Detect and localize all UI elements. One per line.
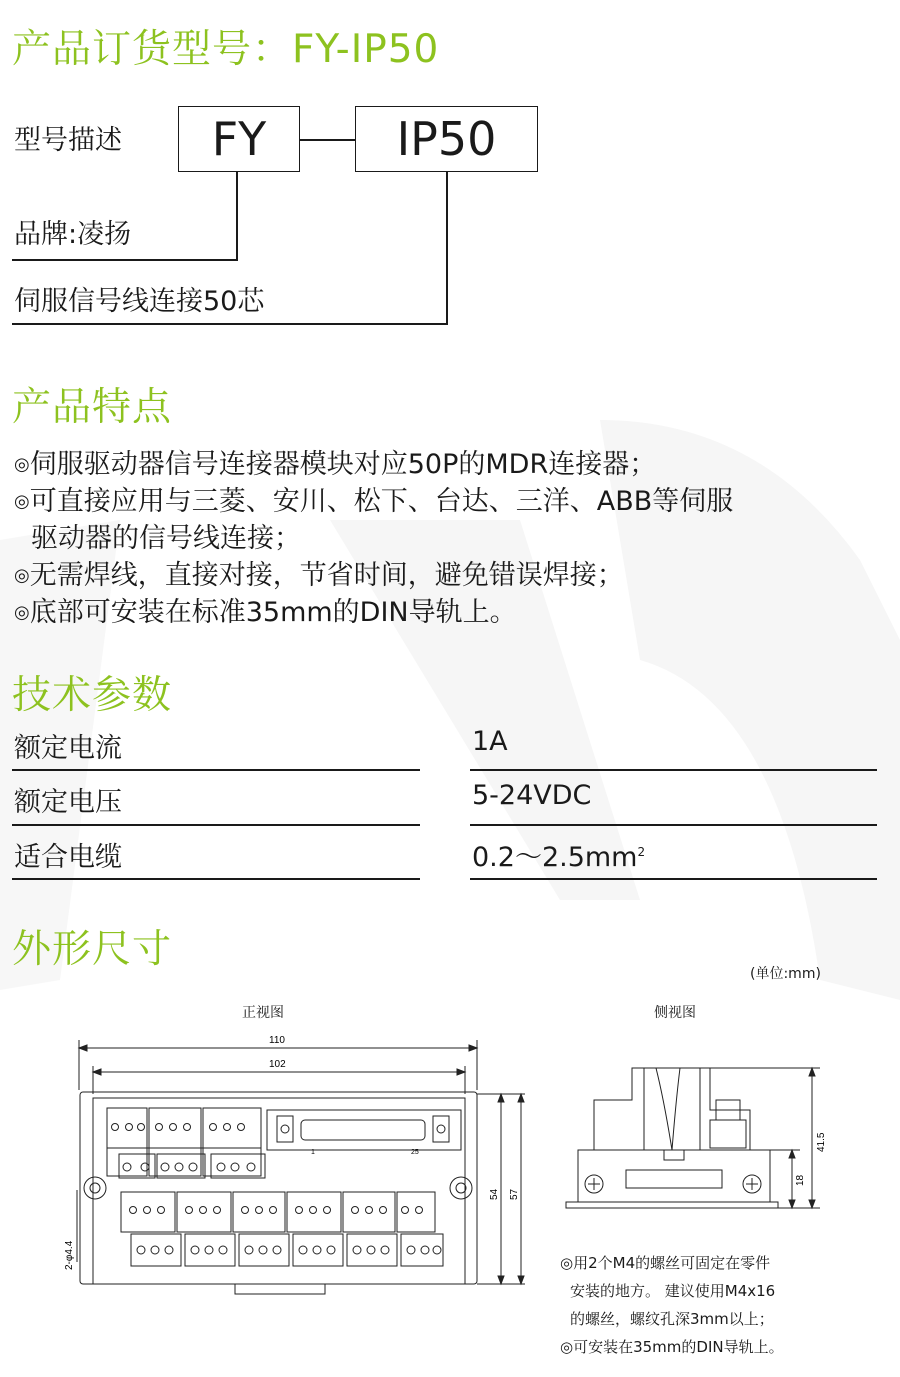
bullet-icon: ◎ [14,565,30,586]
features-list [14,446,894,631]
dim-102-label: 102 [269,1059,286,1070]
dim-hole-label: 2-φ4.4 [64,1240,75,1270]
spec-value: 5-24VDC [472,780,592,811]
spec-divider [470,878,877,880]
feature-item: ◎伺服驱动器信号连接器模块对应50P的MDR连接器； [14,449,657,480]
spec-divider [470,824,877,826]
dimension-notes [560,1249,890,1361]
spec-divider [12,878,420,880]
brand-desc: 品牌:凌扬 [14,219,132,250]
bullet-icon: ◎ [14,491,30,512]
cable-desc: 伺服信号线连接50芯 [14,286,265,317]
dimensions-title: 外形尺寸 [12,927,173,972]
brand-leader-vertical [236,172,238,260]
note-line: 安装的地方。 建议使用M4x16 [570,1282,776,1300]
spec-divider [12,824,420,826]
feature-item: ◎可直接应用与三菱、安川、松下、台达、三洋、ABB等伺服 [14,486,734,517]
dim-41-5-label: 41.5 [816,1132,827,1152]
bullet-icon: ◎ [14,454,30,475]
specs-title: 技术参数 [12,673,173,718]
brand-leader-horizontal [12,259,238,261]
model-box-series: IP50 [355,106,538,172]
spec-value-wrap [472,835,645,874]
side-view-drawing [560,1060,840,1230]
features-title: 产品特点 [12,385,173,430]
dim-18-label: 18 [795,1174,806,1186]
cable-leader-vertical [446,172,448,324]
order-title: 产品订货型号：FY-IP50 [12,27,440,72]
front-view-drawing [55,1030,535,1300]
model-box-brand: FY [178,106,300,172]
bullet-icon: ◎ [14,602,30,623]
spec-value: 0.2～2.5mm [472,842,638,873]
spec-superscript: 2 [637,845,646,859]
front-view-label: 正视图 [242,1005,284,1021]
pin-25-label: 25 [411,1149,419,1156]
cable-leader-horizontal [12,323,448,325]
feature-item: ◎底部可安装在标准35mm的DIN导轨上。 [14,597,517,628]
model-connector-line [300,139,355,141]
dim-110-label: 110 [269,1035,285,1046]
spec-divider [470,769,877,771]
feature-item: ◎无需焊线，直接对接，节省时间，避免错误焊接； [14,560,624,591]
note-line: 的螺丝，螺纹孔深3mm以上； [570,1310,774,1328]
spec-name: 额定电压 [14,787,122,818]
model-desc-label: 型号描述 [14,125,122,156]
dim-57-label: 57 [509,1188,520,1200]
spec-name: 额定电流 [14,733,122,764]
pin-1-label: 1 [311,1149,315,1156]
unit-label: (单位:mm) [750,966,821,982]
side-view-label: 侧视图 [654,1005,696,1021]
feature-item-continued: 驱动器的信号线连接； [31,523,301,554]
spec-divider [12,769,420,771]
note-line: ◎可安装在35mm的DIN导轨上。 [560,1338,784,1356]
note-line: ◎用2个M4的螺丝可固定在零件 [560,1254,771,1272]
spec-value: 1A [472,726,508,757]
spec-name: 适合电缆 [14,842,122,873]
dim-54-label: 54 [489,1188,500,1200]
